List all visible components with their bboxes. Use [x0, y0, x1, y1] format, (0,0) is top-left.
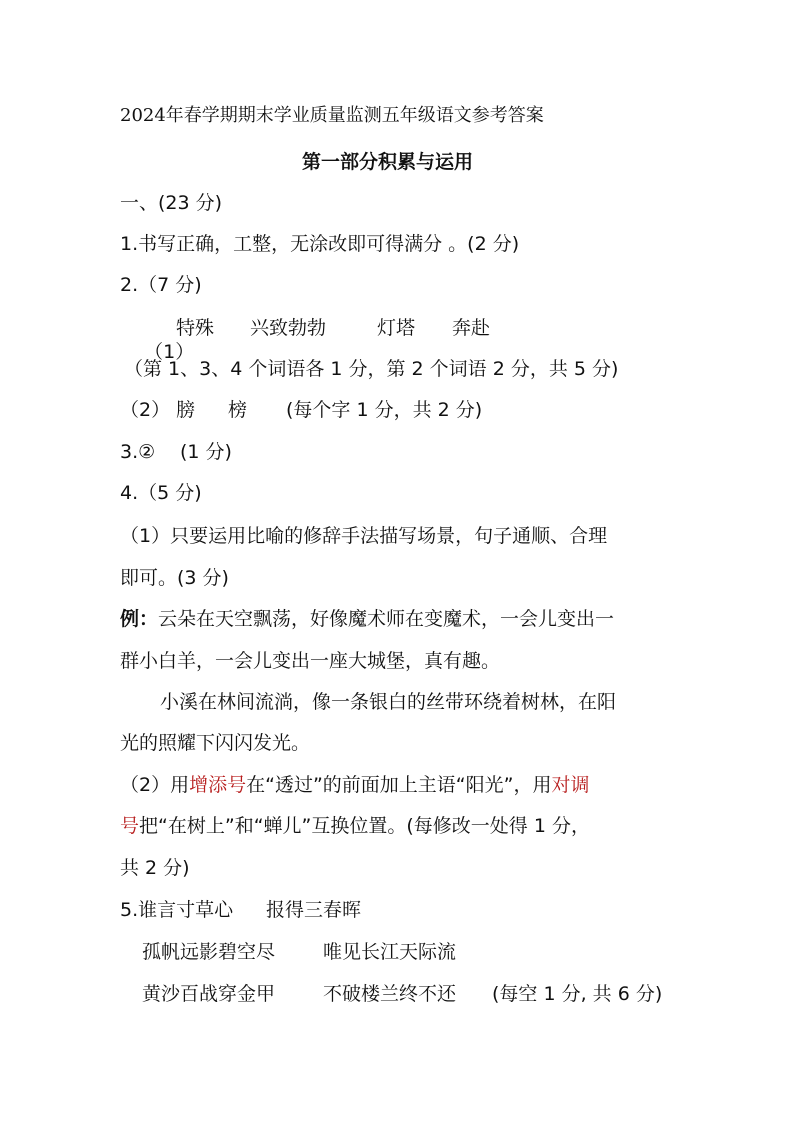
poem-answer: 黄沙百战穿金甲 [142, 983, 276, 1005]
document-title: 2024年春学期期末学业质量监测五年级语文参考答案 [120, 105, 544, 126]
example-line-2: 群小白羊，一会儿变出一座大城堡，真有趣。 [120, 650, 501, 672]
question-4-1-line-2: 即可。(3 分) [120, 567, 229, 589]
question-4-header: 4.（5 分) [120, 482, 202, 504]
question-2-scoring-note: （第 1、3、4 个词语各 1 分，第 2 个词语 2 分，共 5 分) [124, 358, 619, 380]
part-heading: 第一部分积累与运用 [302, 151, 474, 173]
question-1: 1.书写正确，工整，无涂改即可得满分 。(2 分) [120, 233, 520, 255]
question-4-2-line-2 [120, 814, 590, 838]
question-3-answer: 3.② [120, 441, 156, 463]
question-2-header: 2.（7 分) [120, 274, 202, 296]
question-5-scoring-note: (每空 1 分, 共 6 分) [492, 983, 663, 1005]
question-4-1-line-1: （1）只要运用比喻的修辞手法描写场景，句子通顺、合理 [120, 525, 608, 547]
word-answer: 奔赴 [452, 317, 491, 339]
char-answer: 膀 [176, 399, 196, 421]
poem-answer: 报得三春晖 [266, 899, 362, 921]
example-line-4: 光的照耀下闪闪发光。 [120, 732, 311, 754]
question-2-1-label: （1） [144, 341, 195, 363]
question-4-2-label: （2）用 [120, 774, 190, 796]
question-4-2-text: 在“透过”的前面加上主语“阳光”，用 [246, 774, 552, 796]
example-label: 例： [120, 608, 159, 630]
poem-answer: 唯见长江天际流 [323, 941, 457, 963]
char-answer: 榜 [228, 399, 248, 421]
poem-answer: 孤帆远影碧空尽 [142, 941, 276, 963]
question-4-2-line-1 [120, 773, 590, 797]
word-answer: 兴致勃勃 [250, 317, 327, 339]
swap-mark-term-part-1: 对调 [551, 774, 590, 796]
example-text: 云朵在天空飘荡，好像魔术师在变魔术，一会儿变出一 [158, 608, 615, 630]
question-2-2-label: （2） [120, 399, 171, 421]
swap-mark-term-part-2: 号 [120, 815, 140, 837]
section-one-header: 一、(23 分) [120, 192, 223, 214]
example-line-3: 小溪在林间流淌，像一条银白的丝带环绕着树林，在阳 [160, 691, 617, 713]
insertion-mark-term: 增添号 [189, 774, 247, 796]
question-4-2-line-3: 共 2 分) [120, 857, 190, 879]
question-3-score: (1 分) [180, 441, 232, 463]
question-2-2-note: (每个字 1 分，共 2 分) [286, 399, 483, 421]
word-answer: 灯塔 [377, 317, 416, 339]
question-5-line-1: 5.谁言寸草心 [120, 899, 234, 921]
example-line-1 [120, 607, 614, 631]
poem-answer: 不破楼兰终不还 [323, 983, 457, 1005]
question-4-2-text-2: 把“在树上”和“蝉儿”互换位置。(每修改一处得 1 分， [139, 815, 590, 837]
word-answer: 特殊 [176, 317, 215, 339]
